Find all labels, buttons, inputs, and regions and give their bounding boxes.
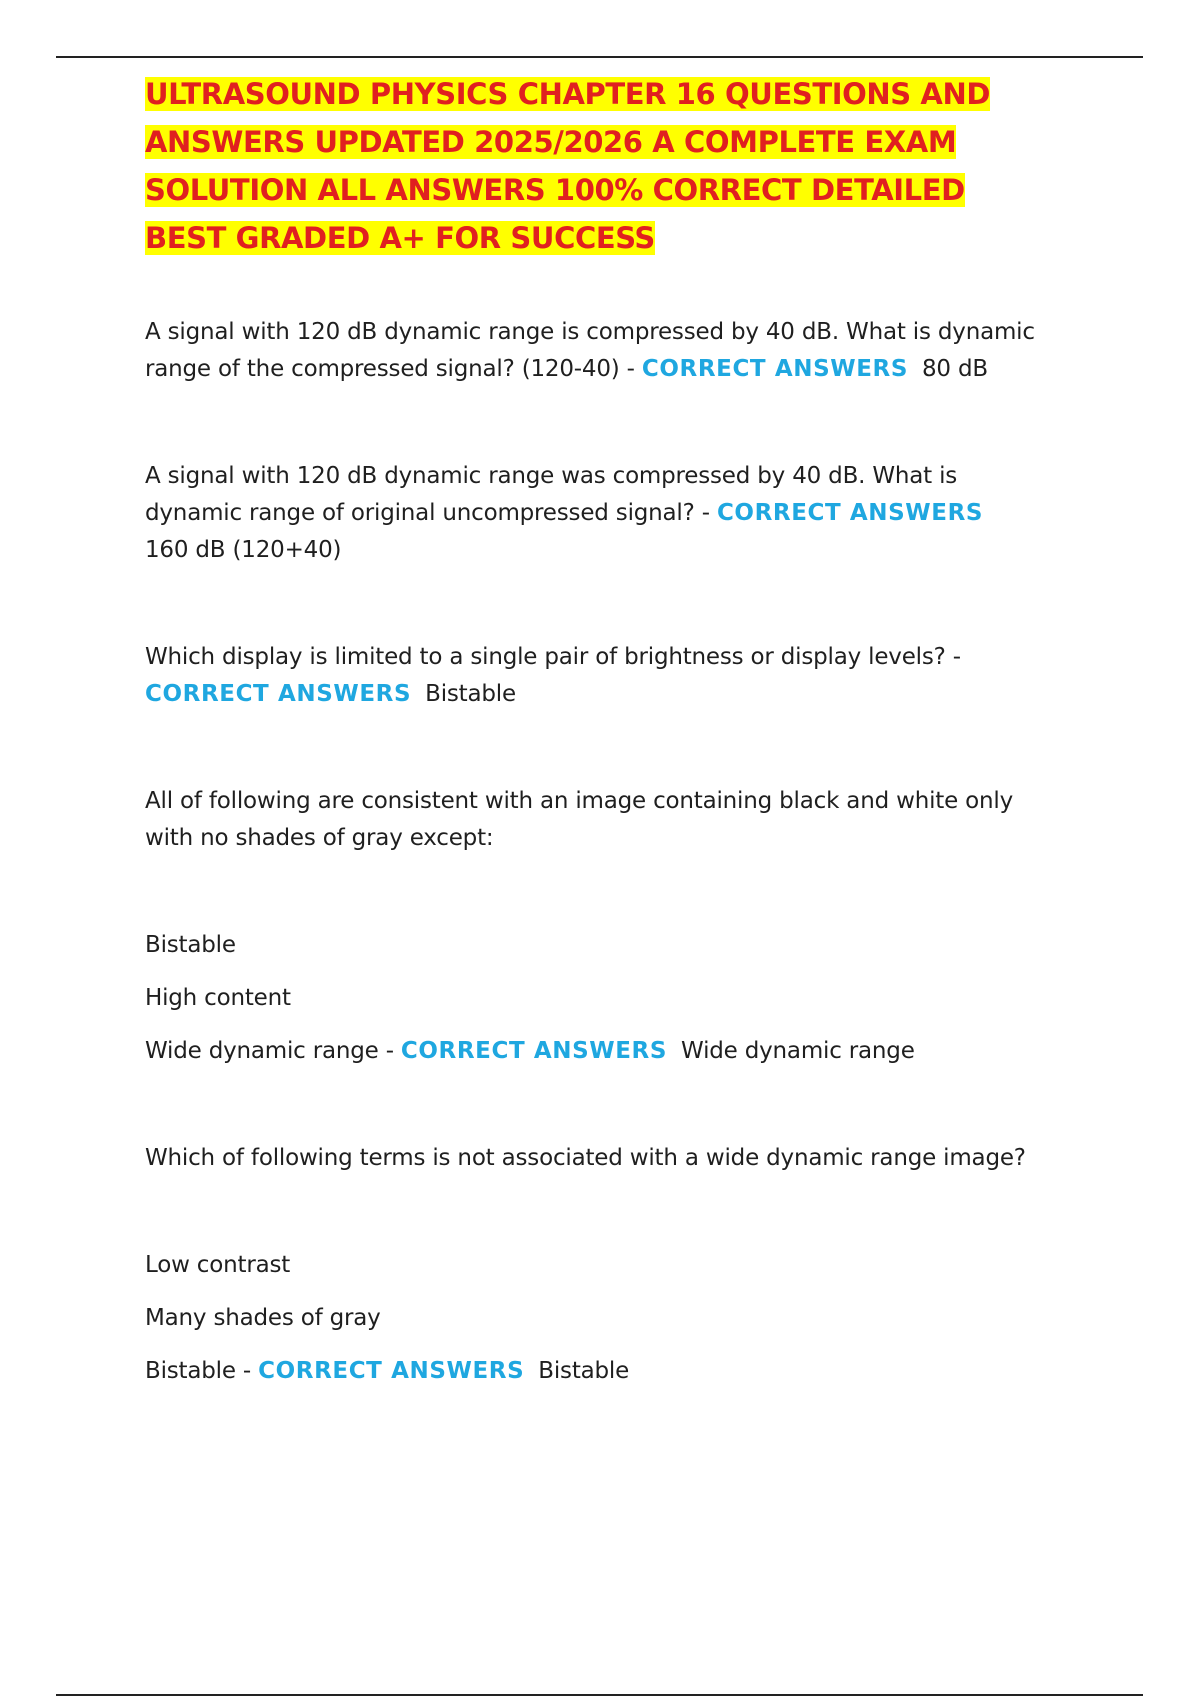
question-5-option-2: Many shades of gray <box>145 1305 381 1331</box>
question-4-option-3: Wide dynamic range - CORRECT ANSWERS Wide dynamic range <box>145 1038 915 1064</box>
document-title: ULTRASOUND PHYSICS CHAPTER 16 QUESTIONS AND ANSWERS UPDATED 2025/2026 A COMPLETE EXAM SOLUTION ALL ANSWERS 100% CORRECT DETAILED BEST GRADED A+ FOR SUCCESS <box>145 77 990 255</box>
question-1-answer: 80 dB <box>922 356 988 382</box>
correct-answers-label: CORRECT ANSWERS <box>641 356 908 382</box>
top-rule <box>56 56 1143 58</box>
question-4-answer: Wide dynamic range <box>681 1038 915 1064</box>
question-4-option-2: High content <box>145 985 291 1011</box>
question-5-option-3: Bistable - CORRECT ANSWERS Bistable <box>145 1358 630 1384</box>
correct-answers-label: CORRECT ANSWERS <box>258 1358 525 1384</box>
question-5-answer: Bistable <box>538 1358 630 1384</box>
question-3 <box>145 639 1045 713</box>
correct-answers-label: CORRECT ANSWERS <box>716 500 984 526</box>
question-5-text: Which of following terms is not associated with a wide dynamic range image? <box>145 1145 1026 1171</box>
question-5 <box>145 1140 1045 1177</box>
question-2 <box>145 458 1045 569</box>
question-4-text: All of following are consistent with an image containing black and white only with no shades of gray except: <box>145 788 1013 851</box>
correct-answers-label: CORRECT ANSWERS <box>145 681 412 707</box>
question-3-text: Which display is limited to a single pair of brightness or display levels? - <box>145 644 961 670</box>
question-2-answer: 160 dB (120+40) <box>145 537 342 563</box>
question-5-option-1: Low contrast <box>145 1252 291 1278</box>
question-2-text: A signal with 120 dB dynamic range was compressed by 40 dB. What is dynamic range of original uncompressed signal? - <box>145 463 958 526</box>
question-1-text: A signal with 120 dB dynamic range is compressed by 40 dB. What is dynamic range of the compressed signal? (120-40) - <box>145 319 1035 382</box>
document-body <box>145 70 1045 1390</box>
question-4 <box>145 783 1045 857</box>
question-1 <box>145 314 1045 388</box>
question-3-answer: Bistable <box>425 681 516 707</box>
bottom-rule <box>56 1694 1143 1696</box>
question-4-option-1: Bistable <box>145 932 236 958</box>
correct-answers-label: CORRECT ANSWERS <box>400 1038 668 1064</box>
